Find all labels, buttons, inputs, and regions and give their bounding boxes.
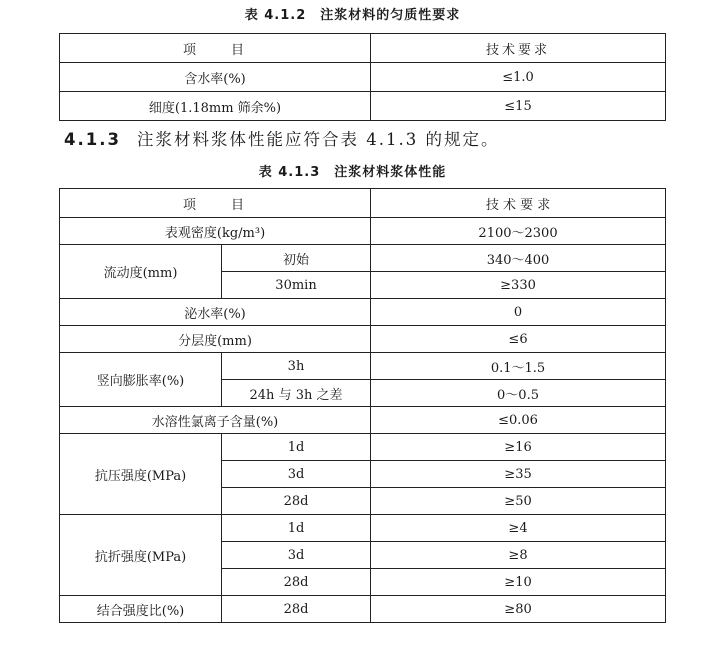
condition-cell: 3h	[222, 353, 371, 380]
value-cell: 0～0.5	[371, 380, 666, 407]
table-row	[60, 63, 666, 92]
value-cell: ≥50	[371, 488, 666, 515]
item-cell: 抗折强度(MPa)	[60, 515, 222, 596]
value-cell: ≤15	[371, 92, 666, 121]
value-cell: 340～400	[371, 245, 666, 272]
value-cell: 2100～2300	[371, 218, 666, 245]
item-cell: 分层度(mm)	[60, 326, 371, 353]
condition-cell: 1d	[222, 434, 371, 461]
table-row	[60, 596, 666, 623]
value-cell: ≥330	[371, 272, 666, 299]
table-row	[60, 92, 666, 121]
value-cell: ≤1.0	[371, 63, 666, 92]
condition-cell: 初始	[222, 245, 371, 272]
item-cell: 含水率(%)	[60, 63, 371, 92]
table-row	[60, 218, 666, 245]
item-cell: 流动度(mm)	[60, 245, 222, 299]
table-row	[60, 353, 666, 380]
item-cell: 竖向膨胀率(%)	[60, 353, 222, 407]
value-cell: ≤6	[371, 326, 666, 353]
condition-cell: 30min	[222, 272, 371, 299]
table-row	[60, 434, 666, 461]
value-cell: ≤0.06	[371, 407, 666, 434]
condition-cell: 3d	[222, 461, 371, 488]
uniformity-table	[59, 33, 666, 121]
header-item: 项 目	[60, 189, 371, 218]
value-cell: ≥8	[371, 542, 666, 569]
table-row	[60, 515, 666, 542]
item-cell: 抗压强度(MPa)	[60, 434, 222, 515]
header-requirement: 技 术 要 求	[371, 189, 666, 218]
item-cell: 结合强度比(%)	[60, 596, 222, 623]
item-cell: 表观密度(kg/m³)	[60, 218, 371, 245]
slurry-performance-table	[59, 188, 666, 623]
clause-4-1-3	[64, 126, 499, 150]
table-header-row	[60, 189, 666, 218]
condition-cell: 3d	[222, 542, 371, 569]
condition-cell: 28d	[222, 488, 371, 515]
table-4-1-3-caption: 表 4.1.3 注浆材料浆体性能	[258, 165, 447, 180]
table-header-row	[60, 34, 666, 63]
condition-cell: 24h 与 3h 之差	[222, 380, 371, 407]
table-row	[60, 245, 666, 272]
table-4-1-2-caption: 表 4.1.2 注浆材料的匀质性要求	[244, 8, 461, 23]
value-cell: ≥16	[371, 434, 666, 461]
table-row	[60, 407, 666, 434]
value-cell: 0	[371, 299, 666, 326]
value-cell: ≥35	[371, 461, 666, 488]
value-cell: ≥4	[371, 515, 666, 542]
condition-cell: 28d	[222, 596, 371, 623]
table-row	[60, 326, 666, 353]
condition-cell: 1d	[222, 515, 371, 542]
condition-cell: 28d	[222, 569, 371, 596]
item-cell: 泌水率(%)	[60, 299, 371, 326]
value-cell: ≥80	[371, 596, 666, 623]
table-row	[60, 299, 666, 326]
value-cell: 0.1～1.5	[371, 353, 666, 380]
item-cell: 水溶性氯离子含量(%)	[60, 407, 371, 434]
item-cell: 细度(1.18mm 筛余%)	[60, 92, 371, 121]
value-cell: ≥10	[371, 569, 666, 596]
header-item: 项 目	[60, 34, 371, 63]
header-requirement: 技术要求	[371, 34, 666, 63]
clause-text: 注浆材料浆体性能应符合表 4.1.3 的规定。	[136, 130, 500, 149]
clause-number: 4.1.3	[64, 130, 121, 149]
